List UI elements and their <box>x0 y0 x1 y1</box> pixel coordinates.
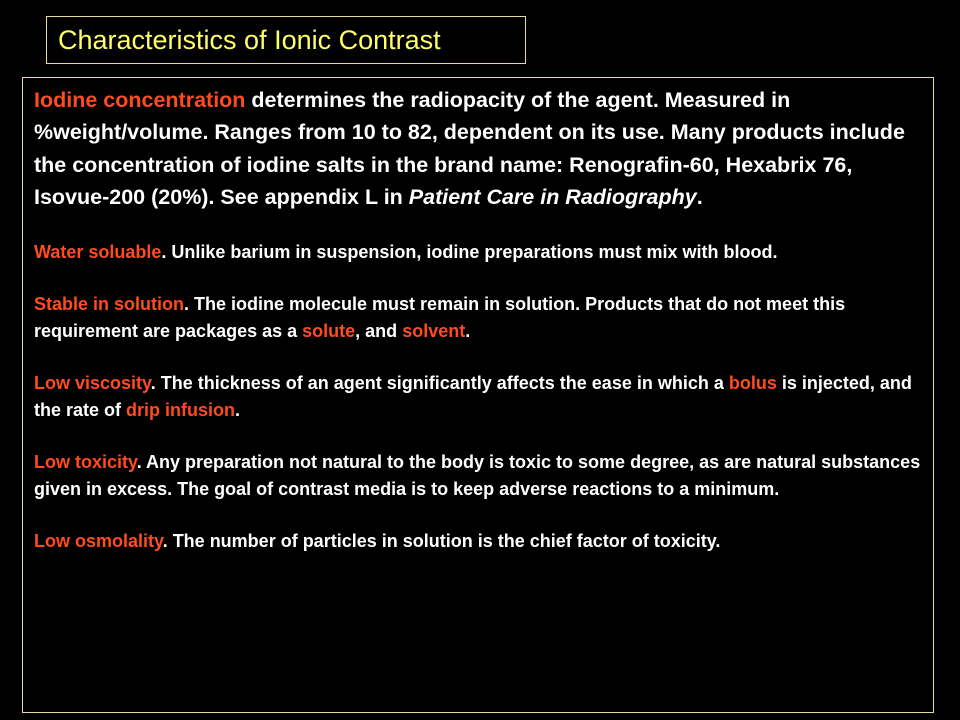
slide-title: Characteristics of Ionic Contrast <box>58 24 441 55</box>
slide-content-box <box>22 77 934 713</box>
term-low-toxicity: Low toxicity <box>34 451 137 472</box>
low-viscosity-text: . The thickness of an agent significantly affects the ease in which a <box>150 372 729 393</box>
paragraph-low-viscosity <box>34 370 925 424</box>
iodine-concentration-text: determines the radiopacity of the agent. Measured in %weight/volume. Ranges from 10 to 82, dependent on its use. Many products include the concentration of iodine salts in the brand name: Renografin-60, Hexabrix 76, Isovue-200 (20%). See appendix L in <box>34 88 905 210</box>
paragraph-low-toxicity <box>34 449 925 503</box>
term-solute: solute <box>302 320 356 341</box>
low-osmolality-text: . The number of particles in solution is the chief factor of toxicity. <box>162 530 721 551</box>
low-viscosity-end: . <box>235 399 241 420</box>
stable-in-solution-end: . <box>465 320 471 341</box>
slide-title-box <box>46 16 526 64</box>
low-toxicity-text: . Any preparation not natural to the body is toxic to some degree, as are natural substances given in excess. The goal of contrast media is to keep adverse reactions to a minimum. <box>34 451 921 499</box>
paragraph-iodine-concentration <box>34 84 925 214</box>
water-soluable-text: . Unlike barium in suspension, iodine preparations must mix with blood. <box>161 241 778 262</box>
stable-in-solution-text: . The iodine molecule must remain in solution. Products that do not meet this requirement are packages as a <box>34 293 846 341</box>
paragraph-low-osmolality <box>34 528 925 555</box>
term-low-osmolality: Low osmolality <box>34 530 163 551</box>
iodine-concentration-end: . <box>696 185 703 210</box>
term-iodine-concentration: Iodine concentration <box>34 88 246 112</box>
book-title: Patient Care in Radiography <box>408 185 697 210</box>
paragraph-stable-in-solution <box>34 291 925 345</box>
term-stable-in-solution: Stable in solution <box>34 293 185 314</box>
low-viscosity-text-2: is injected, and the rate of <box>34 372 912 420</box>
term-water-soluable: Water soluable <box>34 241 162 262</box>
stable-in-solution-text-2: , and <box>355 320 403 341</box>
term-drip-infusion: drip infusion <box>126 399 235 420</box>
term-low-viscosity: Low viscosity <box>34 372 151 393</box>
term-bolus: bolus <box>728 372 777 393</box>
term-solvent: solvent <box>402 320 466 341</box>
paragraph-water-soluable <box>34 239 925 266</box>
